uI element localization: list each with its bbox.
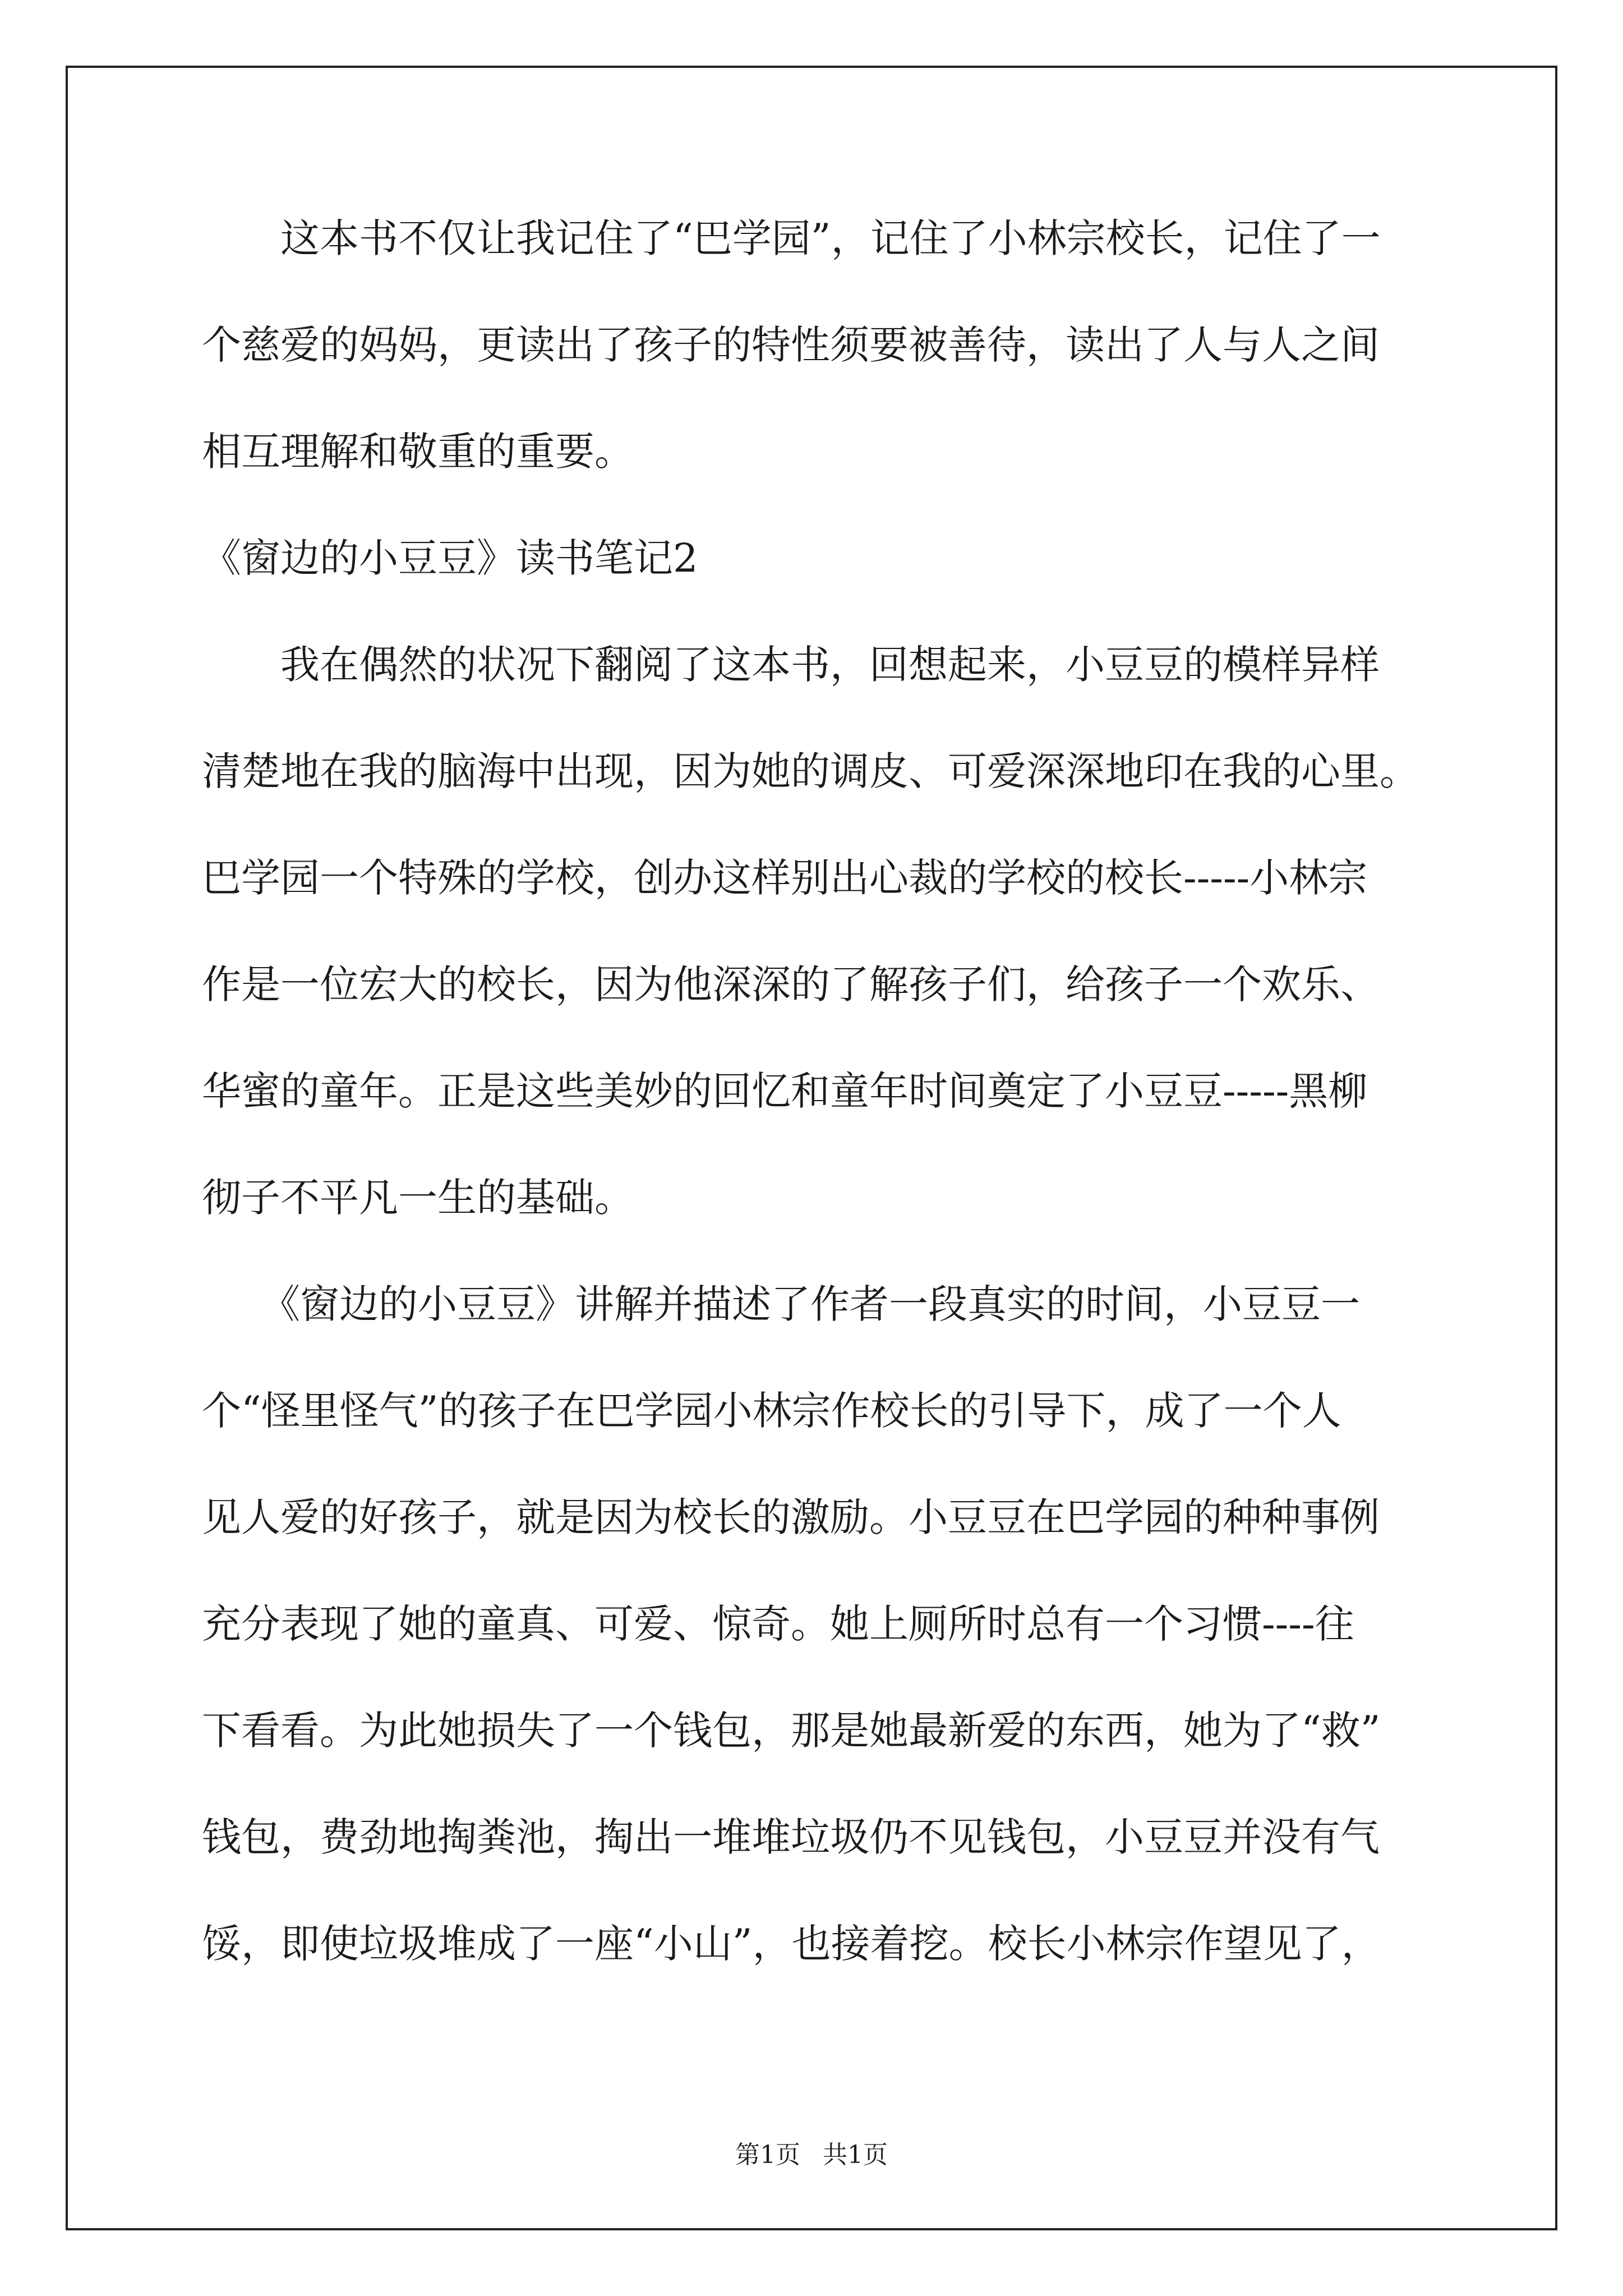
text-line: 华蜜的童年。正是这些美妙的回忆和童年时间奠定了小豆豆-----黑柳 [202, 1068, 1368, 1114]
page-current: 第1页 [735, 2141, 800, 2169]
text-line: 《窗边的小豆豆》讲解并描述了作者一段真实的时间，小豆豆一 [202, 1281, 1360, 1327]
section-heading: 《窗边的小豆豆》读书笔记2 [202, 535, 698, 581]
page-footer [0, 2134, 1623, 2170]
text-line: 我在偶然的状况下翻阅了这本书，回想起来，小豆豆的模样异样 [202, 642, 1380, 688]
text-line: 个慈爱的妈妈，更读出了孩子的特性须要被善待，读出了人与人之间 [202, 322, 1380, 368]
text-line: 彻子不平凡一生的基础。 [202, 1175, 634, 1221]
text-line: 馁，即使垃圾堆成了一座“小山”，也接着挖。校长小林宗作望见了， [202, 1921, 1381, 1967]
text-line: 巴学园一个特殊的学校，创办这样别出心裁的学校的校长-----小林宗 [202, 855, 1368, 901]
document-body [202, 215, 1447, 2031]
text-line: 清楚地在我的脑海中出现，因为她的调皮、可爱深深地印在我的心里。 [202, 748, 1419, 794]
page-total: 共1页 [823, 2141, 888, 2169]
text-line: 这本书不仅让我记住了“巴学园”，记住了小林宗校长，记住了一 [202, 215, 1381, 261]
text-line: 见人爱的好孩子，就是因为校长的激励。小豆豆在巴学园的种种事例 [202, 1494, 1380, 1540]
text-line: 作是一位宏大的校长，因为他深深的了解孩子们，给孩子一个欢乐、 [202, 961, 1380, 1007]
text-line: 相互理解和敬重的重要。 [202, 429, 634, 475]
text-line: 充分表现了她的童真、可爱、惊奇。她上厕所时总有一个习惯----往 [202, 1601, 1354, 1647]
text-line: 钱包，费劲地掏粪池，掏出一堆堆垃圾仍不见钱包，小豆豆并没有气 [202, 1814, 1380, 1860]
text-line: 个“怪里怪气”的孩子在巴学园小林宗作校长的引导下，成了一个人 [202, 1388, 1341, 1434]
text-line: 下看看。为此她损失了一个钱包，那是她最新爱的东西，她为了“救” [202, 1708, 1381, 1754]
